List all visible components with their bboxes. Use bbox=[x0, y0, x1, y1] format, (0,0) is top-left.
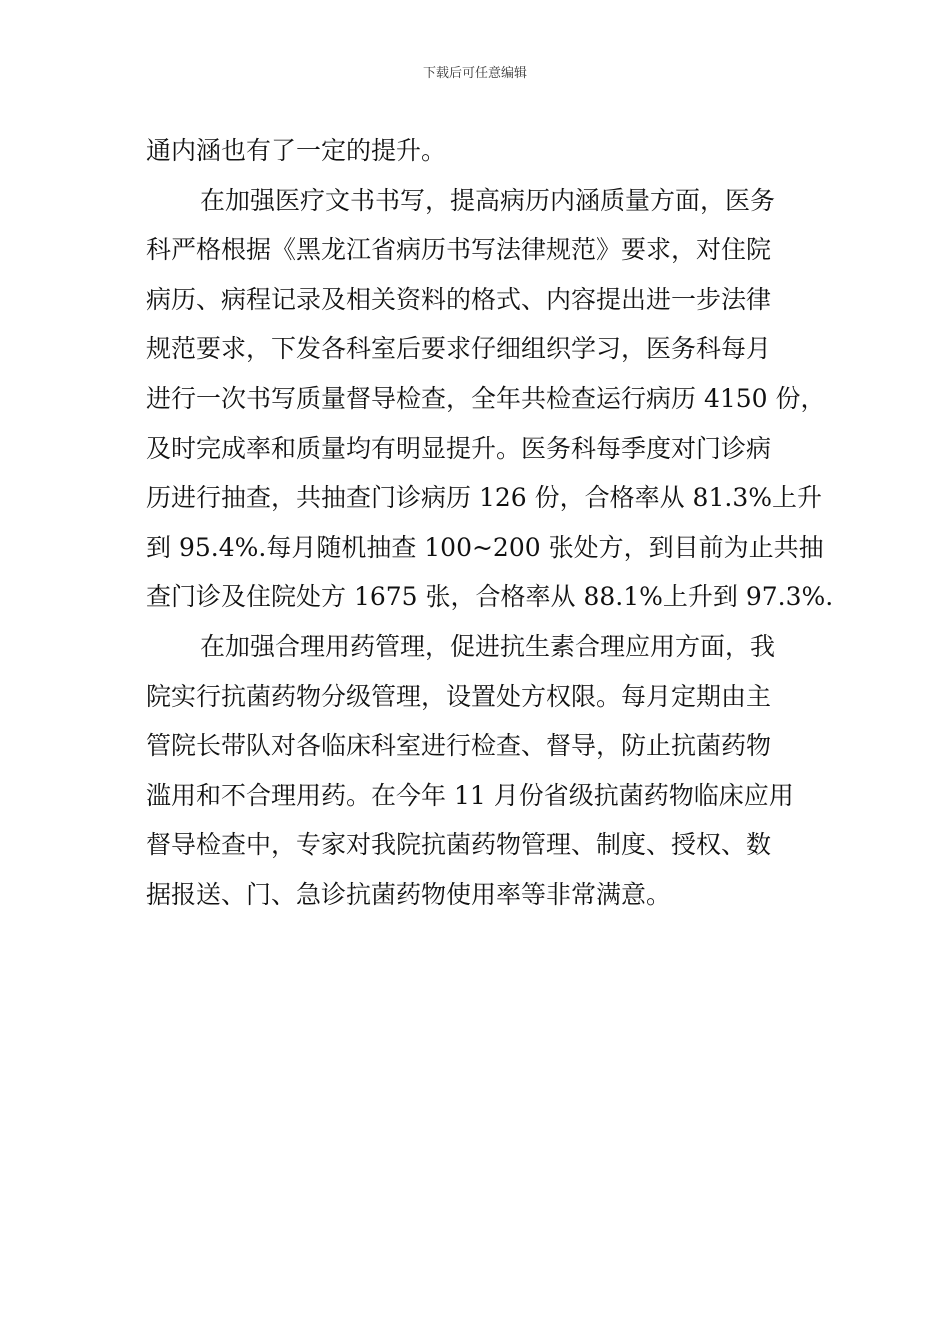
text-line: 历进行抽查，共抽查门诊病历 126 份，合格率从 81.3%上升 bbox=[146, 483, 822, 513]
text-line: 管院长带队对各临床科室进行检查、督导，防止抗菌药物 bbox=[146, 731, 772, 761]
text-line: 病历、病程记录及相关资料的格式、内容提出进一步法律 bbox=[146, 284, 772, 314]
text-line: 科严格根据《黑龙江省病历书写法律规范》要求，对住院 bbox=[146, 235, 772, 265]
page-header: 下载后可任意编辑 bbox=[422, 66, 527, 81]
text-line: 据报送、门、急诊抗菌药物使用率等非常满意。 bbox=[146, 879, 672, 909]
text-line: 院实行抗菌药物分级管理，设置处方权限。每月定期由主 bbox=[146, 681, 772, 711]
text-line: 到 95.4%.每月随机抽查 100~200 张处方，到目前为止共抽 bbox=[146, 532, 824, 562]
paragraph-start-line: 在加强合理用药管理，促进抗生素合理应用方面，我 bbox=[200, 631, 776, 661]
text-line: 进行一次书写质量督导检查，全年共检查运行病历 4150 份， bbox=[146, 383, 826, 413]
text-line: 督导检查中，专家对我院抗菌药物管理、制度、授权、数 bbox=[146, 830, 772, 860]
text-line: 滥用和不合理用药。在今年 11 月份省级抗菌药物临床应用 bbox=[146, 780, 794, 810]
text-line: 规范要求，下发各科室后要求仔细组织学习，医务科每月 bbox=[146, 334, 772, 364]
text-line: 及时完成率和质量均有明显提升。医务科每季度对门诊病 bbox=[146, 433, 772, 463]
document-body bbox=[146, 126, 834, 920]
paragraph-start-line: 在加强医疗文书书写，提高病历内涵质量方面，医务 bbox=[200, 185, 776, 215]
text-line: 通内涵也有了一定的提升。 bbox=[146, 136, 447, 165]
text-line: 查门诊及住院处方 1675 张，合格率从 88.1%上升到 97.3%. bbox=[146, 582, 834, 612]
